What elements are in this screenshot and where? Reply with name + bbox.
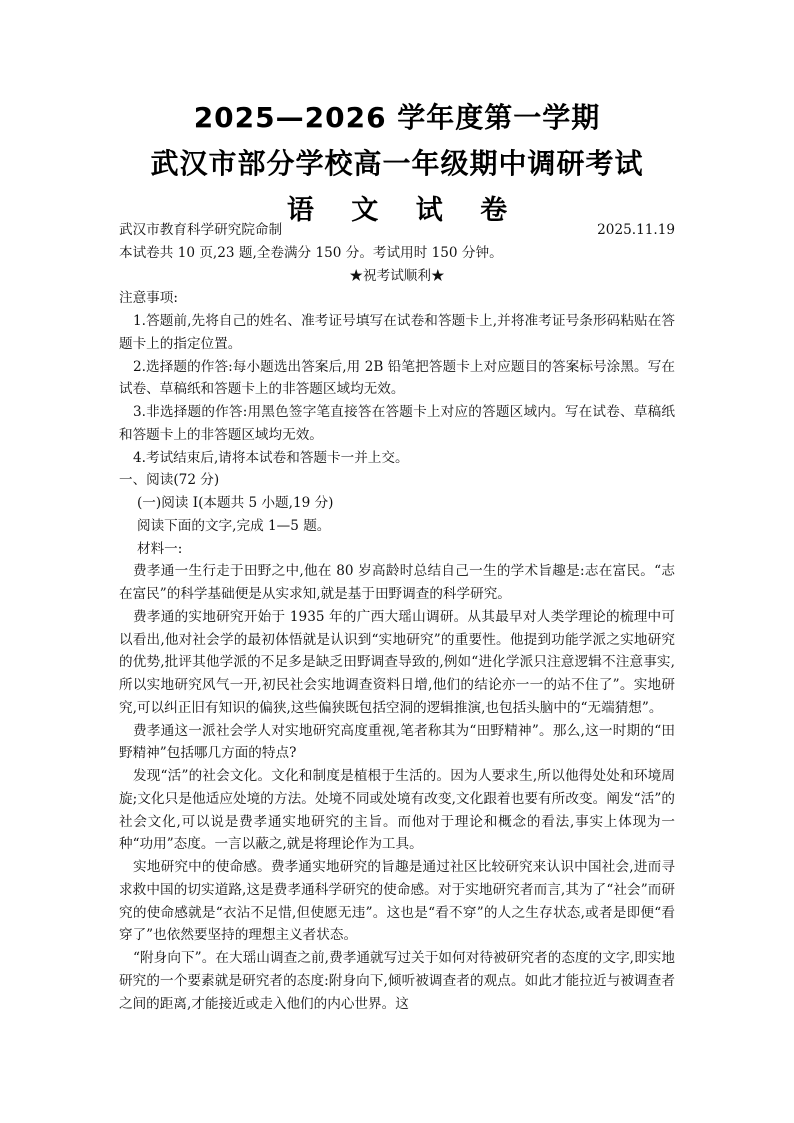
note-item-4: 4.考试结束后,请将本试卷和答题卡一并上交。 [133,449,409,466]
exam-info: 本试卷共 10 页,23 题,全卷满分 150 分。考试用时 150 分钟。 [119,244,503,261]
exam-year-title: 2025—2026 学年度第一学期 [193,101,601,134]
note-item-2: 2.选择题的作答:每小题选出答案后,用 2B 铅笔把答题卡上对应题目的答案标号涂黑。写在试卷、草稿纸和答题卡上的非答题区域均无效。 [119,358,675,398]
passage-paragraph: “附身向下”。在大瑶山调查之前,费孝通就写过关于如何对待被研究者的态度的文字,即实地研究的一个要素就是研究者的态度:附身向下,倾听被调查者的观点。如此才能拉近与被调查者之间的距离,才能接近或走入他们的内心世界。这 [119,950,675,1012]
exam-name-title: 武汉市部分学校高一年级期中调研考试 [150,147,644,180]
note-item-3: 3.非选择题的作答:用黑色签字笔直接答在答题卡上对应的答题区域内。写在试卷、草稿纸和答题卡上的非答题区域均无效。 [119,404,675,443]
passage-paragraph: 费孝通一生行走于田野之中,他在 80 岁高龄时总结自己一生的学术旨趣是:志在富民。“志在富民”的科学基础便是从实求知,就是基于田野调查的科学研究。 [119,563,675,602]
reading-instruction: 阅读下面的文字,完成 1—5 题。 [137,517,331,534]
exam-body [119,219,675,1015]
passage-paragraph: 费孝通的实地研究开始于 1935 年的广西大瑶山调研。从其最早对人类学理论的梳理中可以看出,他对社会学的最初体悟就是认识到“实地研究”的重要性。他提到功能学派之实地研究的优势,批评其他学派的不足多是缺乏田野调查导致的,例如“进化学派只注意逻辑不注意事实,所以实地研究风气一开,初民社会实地调查资料日增,他们的结论亦一一的站不住了”。实地研究,可以纠正旧有知识的偏狭,这些偏狭既包括空洞的逻辑推演,也包括头脑中的“无端猜想”。 [119,608,675,716]
passage-paragraph: 实地研究中的使命感。费孝通实地研究的旨趣是通过社区比较研究来认识中国社会,进而寻求救中国的切实道路,这是费孝通科学研究的使命感。对于实地研究者而言,其为了“社会”而研究的使命感就是“衣沾不足惜,但使愿无违”。这也是“看不穿”的人之生存状态,或者是即便“看穿了”也依然要坚持的理想主义者状态。 [119,859,675,944]
exam-date: 2025.11.19 [597,222,675,238]
section-heading: 一、阅读(72 分) [119,472,220,489]
issuer-text: 武汉市教育科学研究院命制 [119,222,283,238]
subject-title: 语 文 试 卷 [286,195,522,226]
note-item-1: 1.答题前,先将自己的姓名、准考证号填写在试卷和答题卡上,并将准考证号条形码粘贴在答题卡上的指定位置。 [119,313,675,352]
good-luck-wish: ★祝考试顺利★ [349,267,445,284]
material-label: 材料一: [137,540,183,557]
passage-paragraph: 发现“活”的社会文化。文化和制度是植根于生活的。因为人要求生,所以他得处处和环境周旋;文化只是他适应处境的方法。处境不同或处境有改变,文化跟着也要有所改变。阐发“活”的社会文化,可以说是费孝通实地研究的主旨。而他对于理论和概念的看法,事实上体现为一种“功用”态度。一言以蔽之,就是将理论作为工具。 [119,768,675,853]
passage-paragraph: 费孝通这一派社会学人对实地研究高度重视,笔者称其为“田野精神”。那么,这一时期的“田野精神”包括哪几方面的特点? [119,722,675,762]
issuer-row [119,219,675,242]
notes-heading: 注意事项: [119,290,178,307]
subsection-heading: (一)阅读 I(本题共 5 小题,19 分) [137,495,334,511]
